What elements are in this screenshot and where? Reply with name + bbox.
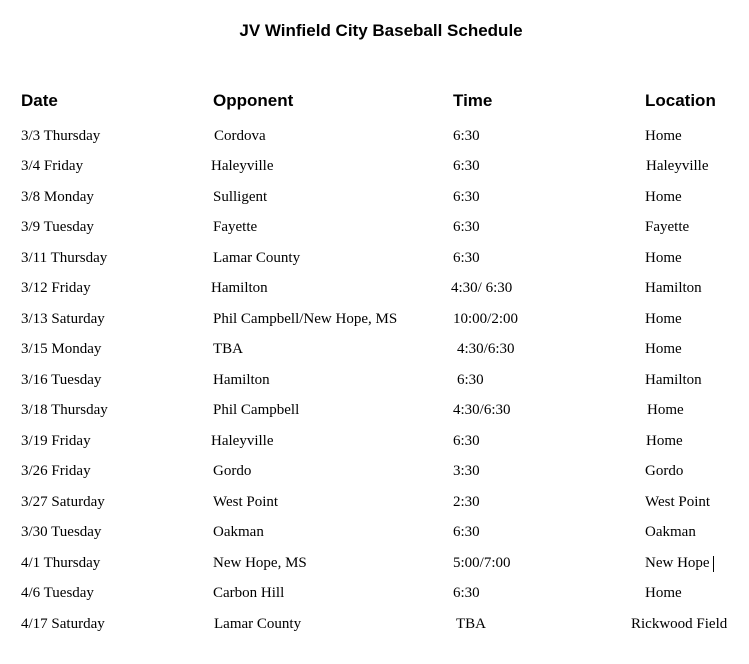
location-column-header: Location [645, 91, 716, 110]
date-cell: 3/18 Thursday [21, 402, 108, 418]
location-cell: Home [647, 402, 684, 418]
date-cell: 3/13 Saturday [21, 311, 105, 327]
opponent-cell: Haleyville [211, 433, 274, 449]
location-cell: Home [645, 128, 682, 144]
opponent-cell: New Hope, MS [213, 555, 307, 571]
opponent-cell: Phil Campbell/New Hope, MS [213, 311, 398, 327]
text-cursor [713, 556, 714, 572]
location-cell: Hamilton [645, 372, 702, 388]
location-cell: Hamilton [645, 280, 702, 296]
location-cell: Gordo [645, 463, 684, 479]
location-cell: New Hope [645, 555, 710, 571]
date-cell: 3/11 Thursday [21, 250, 108, 266]
time-cell: 6:30 [453, 189, 480, 205]
opponent-cell: Fayette [213, 219, 258, 235]
time-cell: 3:30 [453, 463, 480, 479]
date-cell: 4/17 Saturday [21, 616, 105, 632]
time-cell: 4:30/6:30 [457, 341, 515, 357]
time-cell: 5:00/7:00 [453, 555, 511, 571]
opponent-cell: West Point [213, 494, 279, 510]
time-cell: 6:30 [453, 585, 480, 601]
opponent-cell: Oakman [213, 524, 264, 540]
opponent-cell: Gordo [213, 463, 252, 479]
time-cell: 6:30 [453, 128, 480, 144]
time-cell: 4:30/ 6:30 [451, 280, 513, 296]
time-cell: 6:30 [453, 524, 480, 540]
location-cell: Home [645, 585, 682, 601]
date-cell: 3/19 Friday [21, 433, 91, 449]
opponent-column-header: Opponent [213, 91, 294, 110]
time-cell: 6:30 [457, 372, 484, 388]
date-cell: 3/9 Tuesday [21, 219, 94, 235]
date-column-header: Date [21, 91, 58, 110]
date-cell: 4/6 Tuesday [21, 585, 94, 601]
location-cell: West Point [645, 494, 711, 510]
location-cell: Oakman [645, 524, 696, 540]
time-cell: 2:30 [453, 494, 480, 510]
opponent-cell: Cordova [214, 128, 266, 144]
opponent-cell: Lamar County [213, 250, 301, 266]
date-cell: 3/3 Thursday [21, 128, 101, 144]
time-cell: 6:30 [453, 219, 480, 235]
opponent-cell: TBA [213, 341, 243, 357]
opponent-cell: Lamar County [214, 616, 302, 632]
location-cell: Home [645, 250, 682, 266]
date-cell: 3/4 Friday [21, 158, 84, 174]
time-cell: 6:30 [453, 433, 480, 449]
location-cell: Home [645, 341, 682, 357]
opponent-cell: Sulligent [213, 189, 268, 205]
location-cell: Haleyville [646, 158, 709, 174]
location-cell: Fayette [645, 219, 690, 235]
location-cell: Home [646, 433, 683, 449]
time-cell: 6:30 [453, 158, 480, 174]
date-cell: 3/26 Friday [21, 463, 91, 479]
time-cell: TBA [456, 616, 486, 632]
date-cell: 3/15 Monday [21, 341, 102, 357]
opponent-cell: Phil Campbell [213, 402, 300, 418]
time-cell: 4:30/6:30 [453, 402, 511, 418]
time-cell: 6:30 [453, 250, 480, 266]
page-title: JV Winfield City Baseball Schedule [239, 21, 523, 40]
opponent-cell: Hamilton [213, 372, 270, 388]
location-cell: Rickwood Field [631, 616, 728, 632]
opponent-cell: Haleyville [211, 158, 274, 174]
location-cell: Home [645, 189, 682, 205]
date-cell: 3/8 Monday [21, 189, 94, 205]
time-cell: 10:00/2:00 [453, 311, 519, 327]
time-column-header: Time [453, 91, 493, 110]
opponent-cell: Carbon Hill [213, 585, 285, 601]
opponent-cell: Hamilton [211, 280, 268, 296]
location-cell: Home [645, 311, 682, 327]
date-cell: 3/27 Saturday [21, 494, 105, 510]
date-cell: 3/12 Friday [21, 280, 91, 296]
date-cell: 3/30 Tuesday [21, 524, 102, 540]
date-cell: 4/1 Thursday [21, 555, 101, 571]
date-cell: 3/16 Tuesday [21, 372, 102, 388]
